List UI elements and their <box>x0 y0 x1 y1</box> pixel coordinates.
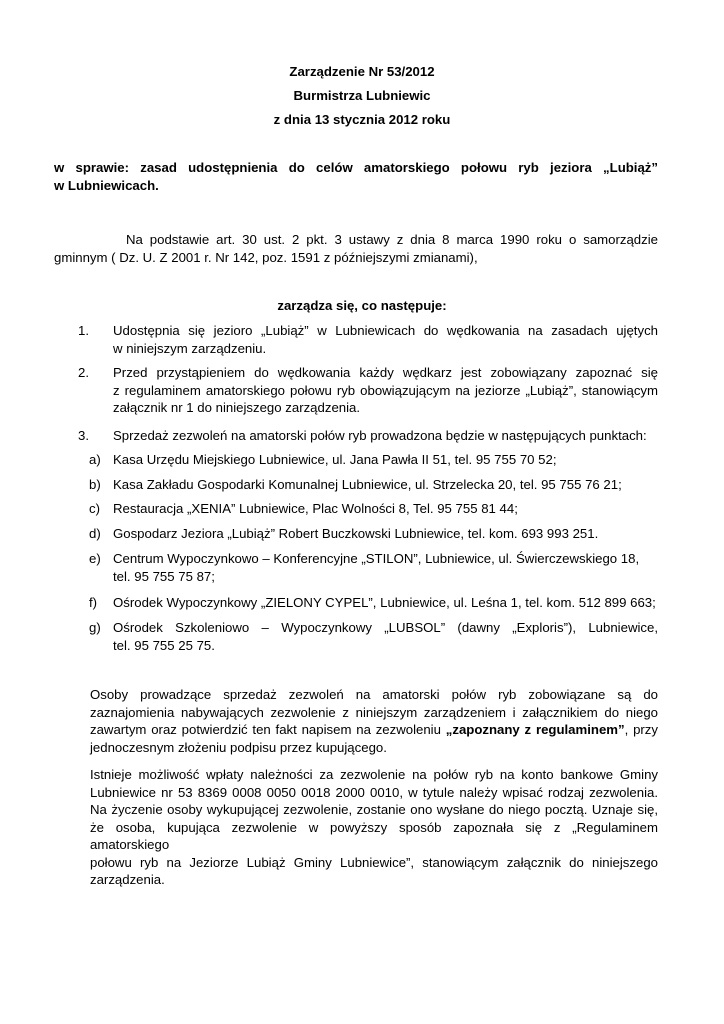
point-text: Ośrodek Wypoczynkowy „ZIELONY CYPEL”, Lubniewice, ul. Leśna 1, tel. kom. 512 899 663; <box>113 595 656 610</box>
item-line: Sprzedaż zezwoleń na amatorski połów ryb prowadzona będzie w następujących punktach: <box>113 428 647 443</box>
paragraph-sellers <box>90 686 658 756</box>
subject-line: w sprawie: zasad udostępnienia do celów amatorskiego połowu ryb jeziora „Lubiąż” <box>54 160 658 175</box>
legal-basis-line: gminnym ( Dz. U. Z 2001 r. Nr 142, poz. 1591 z późniejszymi zmianami), <box>54 249 478 265</box>
orders-heading: zarządza się, co następuje: <box>277 298 447 313</box>
point-letter: b) <box>89 477 101 492</box>
item-text <box>113 427 658 445</box>
item-number: 1. <box>78 323 89 338</box>
point-letter: e) <box>89 551 101 566</box>
point-letter: d) <box>89 526 101 541</box>
paragraph-emphasis: „zapoznany z regulaminem” <box>445 722 625 737</box>
point-text: Kasa Urzędu Miejskiego Lubniewice, ul. Jana Pawła II 51, tel. 95 755 70 52; <box>113 452 557 467</box>
item-line: załącznik nr 1 do niniejszego zarządzenia. <box>113 400 361 415</box>
point-text: Centrum Wypoczynkowo – Konferencyjne „STILON”, Lubniewice, ul. Świerczewskiego 18, <box>113 551 640 566</box>
paragraph-line: zarządzenia. <box>90 872 165 887</box>
paragraph-payment <box>90 766 658 889</box>
paragraph-line: Istnieje możliwość wpłaty należności za zezwolenie na połów ryb na konto bankowe Gminy <box>90 767 658 782</box>
subject-block <box>54 159 658 194</box>
point-letter: a) <box>89 452 101 467</box>
paragraph-text: zawartym oraz potwierdzić ten fakt napisem na zezwoleniu <box>90 722 446 737</box>
subject-line: w Lubniewicach. <box>54 177 159 193</box>
point-text: Restauracja „XENIA” Lubniewice, Plac Wolności 8, Tel. 95 755 81 44; <box>113 501 518 516</box>
paragraph-line: Lubniewice nr 53 8369 0008 0050 0018 2000 0010, w tytule należy wpisać rodzaj zezwolenia. <box>90 784 658 800</box>
paragraph-line: Na życzenie osoby wykupującej zezwolenie, zostanie ono wysłane do niego pocztą. Uznaje się, <box>90 802 658 817</box>
item-text <box>113 322 658 357</box>
point-text: Ośrodek Szkoleniowo – Wypoczynkowy „LUBSOL” (dawny „Exploris”), Lubniewice, <box>113 620 658 635</box>
paragraph-line: że osoba, kupująca zezwolenie w powyższy sposób zapoznała się z „Regulaminem amatorskiego <box>90 819 658 852</box>
item-line: z regulaminem amatorskiego połowu ryb obowiązującym na jeziorze „Lubiąż”, stanowiącym <box>113 382 658 398</box>
paragraph-line: zaznajomienia nabywających zezwolenie z niniejszym zarządzeniem i załącznikiem do niego <box>90 704 658 720</box>
item-line: Udostępnia się jezioro „Lubiąż” w Lubniewicach do wędkowania na zasadach ujętych <box>113 323 658 338</box>
point-text: tel. 95 755 25 75. <box>113 637 215 653</box>
document-title: Zarządzenie Nr 53/2012 <box>289 64 435 79</box>
point-text: Kasa Zakładu Gospodarki Komunalnej Lubniewice, ul. Strzelecka 20, tel. 95 755 76 21; <box>113 477 622 492</box>
item-number: 3. <box>78 428 89 443</box>
point-text: Gospodarz Jeziora „Lubiąż” Robert Buczkowski Lubniewice, tel. kom. 693 993 251. <box>113 526 599 541</box>
legal-basis <box>54 231 658 266</box>
point-text: tel. 95 755 75 87; <box>113 568 215 584</box>
paragraph-line: jednoczesnym złożeniu podpisu przez kupującego. <box>90 739 387 755</box>
item-text <box>113 364 658 417</box>
paragraph-line: Osoby prowadzące sprzedaż zezwoleń na amatorski połów ryb zobowiązane są do <box>90 687 658 702</box>
point-letter: c) <box>89 501 100 516</box>
item-line: w niniejszym zarządzeniu. <box>113 340 267 356</box>
item-line: Przed przystąpieniem do wędkowania każdy wędkarz jest zobowiązany zapoznać się <box>113 365 658 380</box>
legal-basis-line: Na podstawie art. 30 ust. 2 pkt. 3 ustawy z dnia 8 marca 1990 roku o samorządzie <box>126 232 658 247</box>
paragraph-line <box>90 721 658 739</box>
point-letter: f) <box>89 595 98 610</box>
point-letter: g) <box>89 620 101 635</box>
paragraph-line: połowu ryb na Jeziorze Lubiąż Gminy Lubniewice”, stanowiącym załącznik do niniejszego <box>90 854 658 870</box>
paragraph-text: , przy <box>624 722 658 737</box>
document-date: z dnia 13 stycznia 2012 roku <box>273 112 451 127</box>
document-issuer: Burmistrza Lubniewic <box>293 88 431 103</box>
item-number: 2. <box>78 365 89 380</box>
